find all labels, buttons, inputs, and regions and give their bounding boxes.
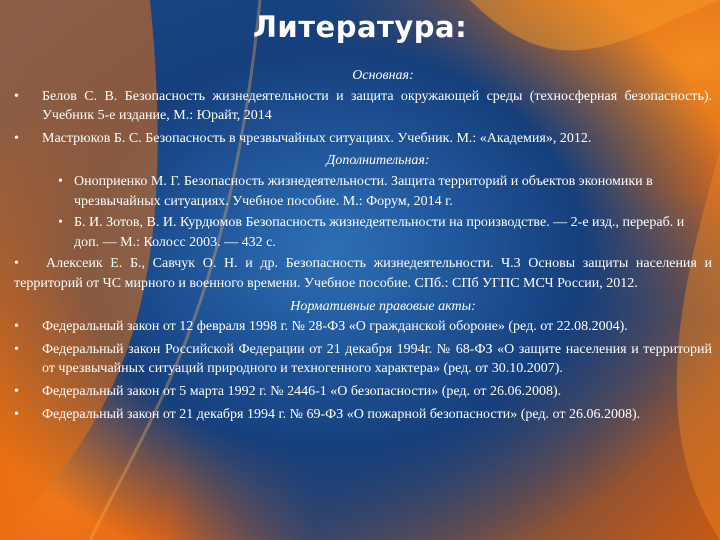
list-item [14,317,712,337]
main-heading: Основная: [352,68,414,83]
list-item [14,340,712,379]
list-item-text: Федеральный закон Российской Федерации от 21 декабря 1994г. № 68-ФЗ «О защите населения и территорий от чрезвычайных ситуаций природного и техногенного характера» (ред. от 30.10.2007). [42,341,712,377]
list-item-text: Б. И. Зотов, В. И. Курдюмов Безопасность жизнедеятельности на производстве. — 2-е изд., перераб. и доп. — М.: Колосс 2003. — 432 с. [74,215,685,250]
sub-list-item [14,172,712,211]
bullet-icon: • [14,319,19,335]
list-item-text: Мастрюков Б. С. Безопасность в чрезвычайных ситуациях. Учебник. М.: «Академия», 2012. [42,130,592,146]
bullet-icon: • [58,173,63,189]
list-item-text: Белов С. В. Безопасность жизнедеятельности и защита окружающей среды (техносферная безопасность). Учебник 5-е издание, М.: Юрайт, 2014 [42,88,712,124]
additional-heading: Дополнительная: [326,153,430,169]
bullet-icon: • [14,406,19,422]
list-item-text: Федеральный закон от 5 марта 1992 г. № 2446-1 «О безопасности» (ред. от 26.06.2008). [42,383,562,399]
bullet-icon: • [14,383,19,399]
list-item [14,87,712,126]
bullet-icon: • [14,341,19,357]
slide-title: Литература: [252,10,468,44]
list-item [14,405,712,425]
list-item-text: Федеральный закон от 12 февраля 1998 г. № 28-ФЗ «О гражданской обороне» (ред. от 22.08.2004). [42,319,628,335]
literature-list [14,66,712,427]
list-item-text: Федеральный закон от 21 декабря 1994 г. № 69-ФЗ «О пожарной безопасности» (ред. от 26.06.2008). [42,406,641,422]
list-item [14,129,712,149]
bullet-icon: • [14,256,19,272]
bullet-icon: • [14,88,19,104]
bullet-icon: • [58,215,63,231]
list-item [14,254,712,293]
list-item [14,382,712,402]
bullet-icon: • [14,130,19,146]
normative-heading: Нормативные правовые акты: [290,298,476,314]
list-item-text: Алексеик Е. Б., Савчук О. Н. и др. Безопасность жизнедеятельности. Ч.3 Основы защиты населения и территорий от ЧС мирного и военного времени. Учебное пособие. СПб.: СПб УГПС МСЧ России, 2012. [14,256,712,291]
sub-list-item [14,213,712,252]
list-item-text: Оноприенко М. Г. Безопасность жизнедеятельности. Защита территорий и объектов экономики в чрезвычайных ситуациях. Учебное пособие. М.: Форум, 2014 г. [74,173,653,209]
